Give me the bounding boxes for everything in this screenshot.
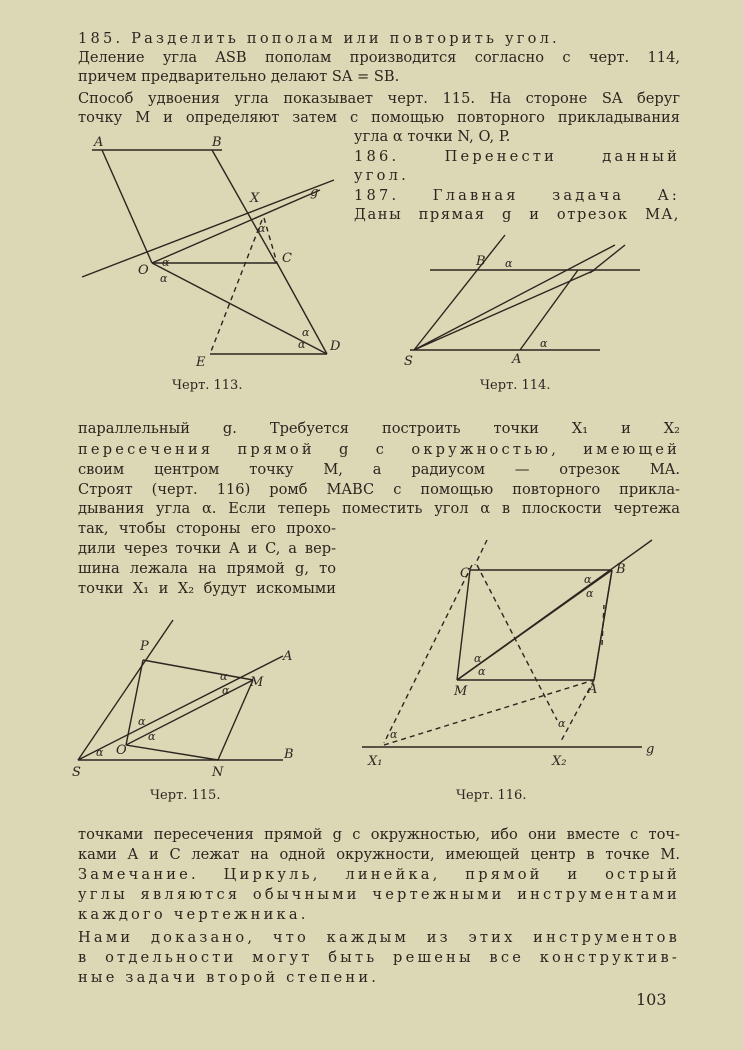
caption-115: Черт. 115. [150, 788, 221, 803]
figure-115 [72, 620, 318, 785]
label-O: O [138, 263, 149, 278]
text-line: ные задачи второй степени. [78, 969, 380, 986]
label-D: D [330, 339, 341, 354]
alpha-mark: α [558, 717, 566, 730]
caption-113: Черт. 113. [172, 378, 243, 393]
alpha-mark: α [138, 715, 146, 728]
alpha-mark: α [505, 257, 513, 270]
alpha-mark: α [96, 746, 104, 759]
text-line: дывания угла α. Если теперь поместить угол α в плоскости чертежа [78, 500, 680, 517]
text-line: Замечание. Циркуль, линейка, прямой и острый [78, 866, 680, 883]
text-line: точку M и определяют затем с помощью повторного прикладывания [78, 109, 680, 126]
text-line: углы являются обычными чертежными инструментами [78, 886, 680, 903]
alpha-mark: α [220, 670, 228, 683]
label-C: C [460, 566, 470, 581]
caption-114: Черт. 114. [480, 378, 551, 393]
alpha-mark: α [160, 272, 168, 285]
alpha-mark: α [586, 587, 594, 600]
label-B: B [616, 562, 626, 577]
label-X1: X₁ [368, 754, 383, 769]
text-line: причем предварительно делают SA = SB. [78, 68, 400, 85]
label-M: M [454, 684, 468, 699]
page-number: 103 [636, 990, 667, 1009]
text-line: так, чтобы стороны его прохо- [78, 520, 336, 537]
heading-187: 187. Главная задача А: [354, 187, 680, 204]
label-P: P [140, 639, 149, 654]
label-A: A [94, 135, 104, 150]
label-N: N [212, 765, 224, 780]
alpha-mark: α [162, 256, 170, 269]
label-B: B [476, 254, 486, 269]
alpha-mark: α [584, 573, 592, 586]
text-line: угол. [354, 167, 409, 184]
figure-113 [72, 135, 352, 375]
figure-114 [400, 235, 640, 375]
label-B: B [212, 135, 222, 150]
text-line: в отдельности могут быть решены все конструктив- [78, 949, 680, 966]
label-A: A [588, 682, 598, 697]
caption-116: Черт. 116. [456, 788, 527, 803]
alpha-mark: α [478, 665, 486, 678]
text-line: ками A и C лежат на одной окружности, имеющей центр в точке M. [78, 846, 680, 863]
label-S: S [404, 354, 413, 369]
alpha-mark: α [222, 684, 230, 697]
label-O: O [116, 743, 127, 758]
label-X2: X₂ [552, 754, 567, 769]
text-line: угла α точки N, O, P. [354, 128, 511, 145]
alpha-mark: α [540, 337, 548, 350]
label-g: g [310, 185, 319, 200]
text-line: Нами доказано, что каждым из этих инструментов [78, 929, 680, 946]
text-line: Строят (черт. 116) ромб MABC с помощью повторного прикла- [78, 481, 680, 498]
label-g: g [646, 742, 655, 757]
text-line: дили через точки A и C, а вер- [78, 540, 336, 557]
label-B: B [284, 747, 294, 762]
label-M: M [250, 675, 264, 690]
label-E: E [196, 355, 206, 370]
text-line: пересечения прямой g с окружностью, имеющей [78, 441, 680, 458]
text-line: Деление угла ASB пополам производится согласно с черт. 114, [78, 49, 680, 66]
text-line: каждого чертежника. [78, 906, 309, 923]
alpha-mark: α [302, 326, 310, 339]
alpha-mark: α [148, 730, 156, 743]
label-X: X [250, 191, 260, 206]
text-line: Способ удвоения угла показывает черт. 115. На стороне SA беруг [78, 90, 680, 107]
heading-185: 185. Разделить пополам или повторить угол. [78, 30, 560, 47]
alpha-mark: α [298, 338, 306, 351]
alpha-mark: α [390, 728, 398, 741]
label-S: S [72, 765, 81, 780]
text-line: Даны прямая g и отрезок MA, [354, 206, 680, 223]
text-line: параллельный g. Требуется построить точки X₁ и X₂ [78, 420, 680, 437]
label-C: C [282, 251, 292, 266]
text-line: точками пересечения прямой g с окружностью, ибо они вместе с точ- [78, 826, 680, 843]
text-line: шина лежала на прямой g, то [78, 560, 336, 577]
label-A: A [283, 649, 293, 664]
figure-116 [362, 535, 662, 780]
heading-186: 186. Перенести данный [354, 148, 680, 165]
alpha-mark: α [474, 652, 482, 665]
text-line: точки X₁ и X₂ будут искомыми [78, 580, 336, 597]
label-A: A [512, 352, 522, 367]
alpha-mark: α [258, 222, 266, 235]
text-line: своим центром точку M, а радиусом — отрезок MA. [78, 461, 680, 478]
